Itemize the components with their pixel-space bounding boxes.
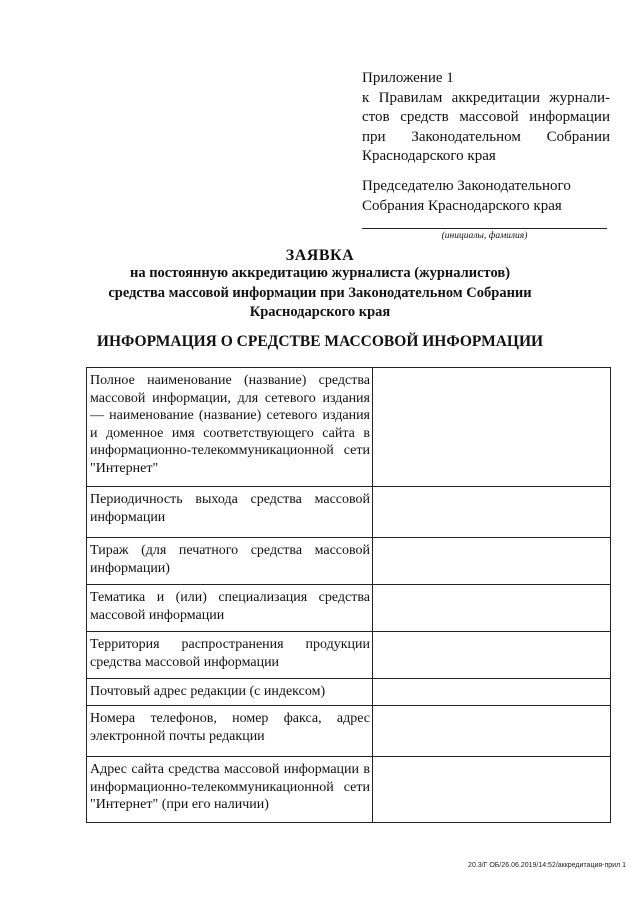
row-value-field[interactable] [373, 706, 611, 757]
row-label: Адрес сайта средства массовой информации в информационно-телекоммуникационной сети "Интернет" (при его наличии) [87, 757, 373, 823]
document-subtitle [100, 264, 540, 323]
row-label: Тираж (для печатного средства массовой информации) [87, 538, 373, 585]
media-info-table [86, 367, 611, 823]
subtitle-line: средства массовой информации при Законодательном Собрании [108, 284, 532, 301]
row-label: Территория распространения продукции средства массовой информации [87, 632, 373, 679]
row-label: Почтовый адрес редакции (с индексом) [87, 679, 373, 706]
appendix-text-line: стов средств массовой информации [362, 109, 610, 125]
document-title: ЗАЯВКА [285, 247, 355, 264]
row-label: Полное наименование (название) средства массовой информации, для сетевого издания — наименование (название) сетевого издания и доменное имя соответствующего сайта в информационно-телекоммуникационной сети "Интернет" [87, 368, 373, 487]
subtitle-line: на постоянную аккредитацию журналиста (журналистов) [129, 265, 511, 281]
row-value-field[interactable] [373, 632, 611, 679]
appendix-number: Приложение 1 [362, 70, 454, 86]
signature-line [362, 228, 607, 229]
row-label: Тематика и (или) специализация средства массовой информации [87, 585, 373, 632]
row-value-field[interactable] [373, 679, 611, 706]
table-row [87, 368, 611, 487]
table-row [87, 487, 611, 538]
row-label: Номера телефонов, номер факса, адрес электронной почты редакции [87, 706, 373, 757]
signature-caption: (инициалы, фамилия) [441, 231, 528, 241]
row-value-field[interactable] [373, 487, 611, 538]
addressee-line: Собрания Краснодарского края [362, 198, 562, 214]
table-row [87, 679, 611, 706]
table-row [87, 706, 611, 757]
appendix-block [362, 69, 610, 167]
row-value-field[interactable] [373, 538, 611, 585]
row-value-field[interactable] [373, 585, 611, 632]
row-value-field[interactable] [373, 368, 611, 487]
table-row [87, 538, 611, 585]
table-row [87, 757, 611, 823]
appendix-text-line: к Правилам аккредитации журнали- [362, 89, 610, 106]
appendix-text-line: при Законодательном Собрании [362, 128, 610, 145]
table-row [87, 632, 611, 679]
row-value-field[interactable] [373, 757, 611, 823]
footer-file-stamp: 20.3/Г ОБ/26.06.2019/14:52/аккредитация-прил 1 [468, 862, 626, 869]
table-row [87, 585, 611, 632]
addressee-line: Председателю Законодательного [362, 178, 571, 194]
appendix-text-line: Краснодарского края [362, 148, 496, 164]
addressee-block [362, 176, 610, 216]
row-label: Периодичность выхода средства массовой информации [87, 487, 373, 538]
section-title: ИНФОРМАЦИЯ О СРЕДСТВЕ МАССОВОЙ ИНФОРМАЦИИ [96, 333, 544, 350]
subtitle-line: Краснодарского края [249, 304, 391, 320]
